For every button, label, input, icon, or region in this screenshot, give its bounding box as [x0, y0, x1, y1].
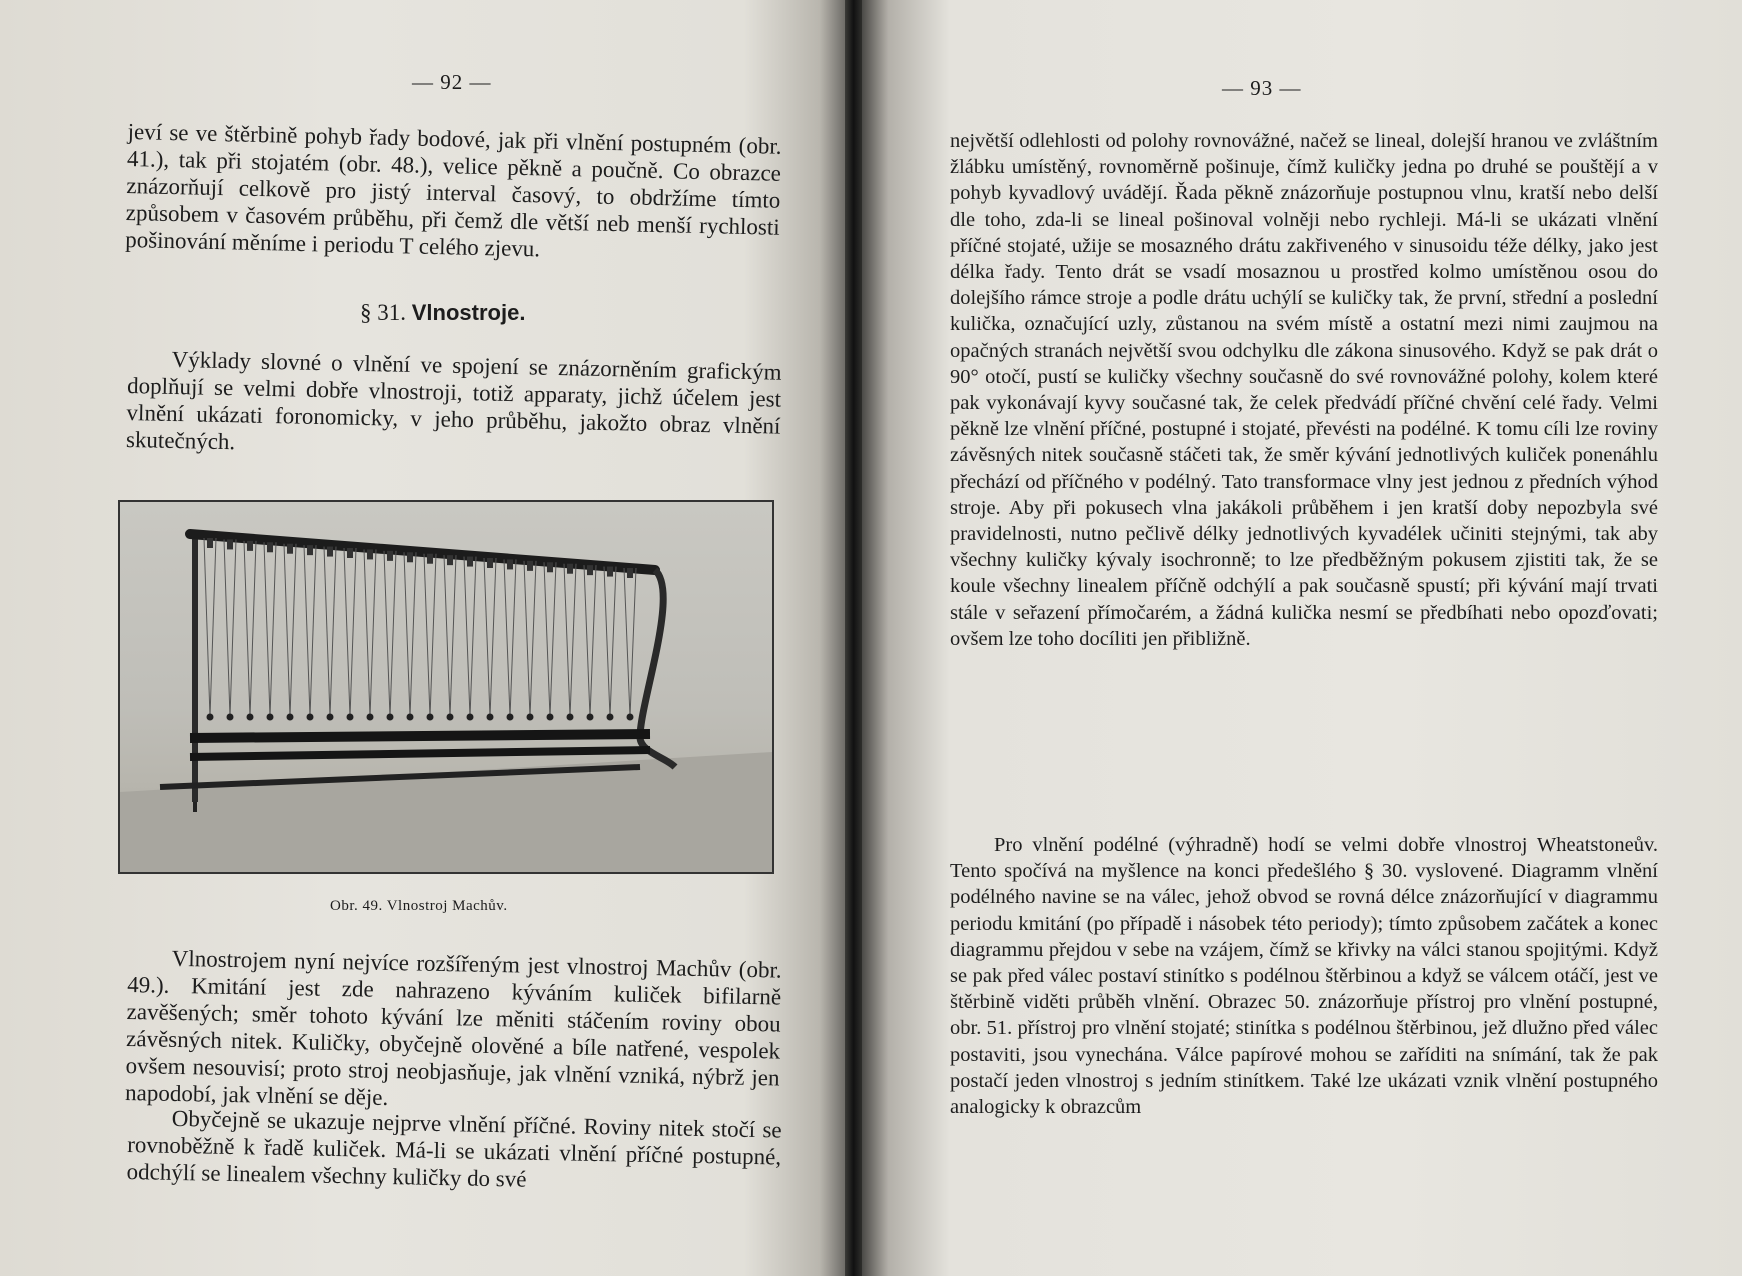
pendulum	[384, 551, 396, 721]
pendulum-thread	[484, 558, 490, 717]
pendulum-thread	[384, 551, 390, 717]
pendulum	[624, 568, 636, 721]
pendulum-ball	[227, 714, 234, 721]
right-paragraph-1-text: největší odlehlosti od polohy rovnovážné, načež se lineal, dolejší hranou ve zvláštním žlábku umístěný, rovnoměrně pošinuje, čímž kuličky jedna po druhé se pouštějí a v pohyb kyvadlový uvádějí. Řada pěkně znázorňuje postupnou vlnu, kratší nebo delší dle toho, zda-li se lineal pošinoval volněji nebo rychleji. Má-li se ukázati vlnění příčné stojaté, užije se mosazného drátu zakřiveného v sinusoidu téže délky, jako jest délka řady. Tento drát se vsadí mosaznou u prostřed kolmo umístěnou osou do dolejšího rámce stroje a podle drátu uchýlí se kuličky tak, že první, střední a poslední kulička, označující uzly, zůstanou na svém místě a ostatní mezi nimi zaujmou na opačných stranách největší svou odchylku dle zákona sinusového. Když se pak drát o 90° otočí, pustí se kuličky všechny současně do své rovnovážné polohy, kolem které pak vykonávají kyvy současné tak, že celek předvádí příčné chvění celé řady. Velmi pěkně lze vlnění příčné, postupné i stojaté, převésti na podélné. K tomu cíli lze roviny závěsných nitek současně stáčeti tak, že směr kývání jednotlivých kuliček ponenáhlu přechází od příčného v podélný. Tato transformace vlny jest jednou z předních výhod stroje. Aby při pokusech vlna jakákoli průběhem i jen kratší doby nepozbyla své pravidelnosti, nutno pečlivě délky jednotlivých kyvadélek učiniti stejnými, tak aby všechny kuličky kývaly isochronně; to lze předběžným pokusem zjistiti tak, že se koule všechny linealem příčně odchýlí a pak současně spustí; při kývání mají trvati stále v seřazení přímočarém, a žádná kulička nesmí se předbíhati nebo opozďovati; ovšem lze toho docíliti jen přibližně.	[950, 130, 1658, 650]
right-paragraph-2	[950, 832, 1658, 1120]
pendulum-clamp	[507, 559, 513, 569]
pendulum	[284, 544, 296, 721]
pendulum-ball	[467, 714, 474, 721]
pendulum-thread	[230, 539, 236, 717]
pendulum-clamp	[327, 547, 333, 557]
pendulum-row	[204, 538, 636, 721]
pendulum	[364, 549, 376, 720]
pendulum-thread	[564, 564, 570, 717]
pendulum-ball	[487, 714, 494, 721]
pendulum-thread	[444, 555, 450, 717]
pendulum	[484, 558, 496, 721]
pendulum-ball	[427, 714, 434, 721]
pendulum	[464, 557, 476, 721]
pendulum-thread	[390, 551, 396, 717]
pendulum-thread	[630, 568, 636, 717]
pendulum-ball	[387, 714, 394, 721]
pendulum-clamp	[227, 539, 233, 549]
section-title: Vlnostroje.	[411, 300, 526, 325]
pendulum-thread	[364, 549, 370, 717]
pendulum-thread	[464, 557, 470, 717]
book-gutter	[845, 0, 862, 1276]
pendulum-clamp	[527, 561, 533, 571]
pendulum-clamp	[287, 544, 293, 554]
pendulum-thread	[244, 541, 250, 717]
table-surface	[120, 752, 772, 872]
pendulum	[404, 552, 416, 720]
pendulum-thread	[310, 545, 316, 717]
pendulum-thread	[264, 542, 270, 717]
pendulum-clamp	[207, 538, 213, 548]
pendulum-clamp	[547, 562, 553, 572]
pendulum-thread	[370, 549, 376, 717]
pendulum-thread	[224, 539, 230, 717]
left-paragraph-2	[126, 345, 782, 467]
pendulum-ball	[527, 714, 534, 721]
pendulum-ball	[607, 714, 614, 721]
pendulum	[244, 541, 256, 721]
pendulum-clamp	[407, 552, 413, 562]
left-paragraph-1	[125, 118, 782, 268]
pendulum-clamp	[487, 558, 493, 568]
pendulum-clamp	[447, 555, 453, 565]
pendulum-thread	[210, 538, 216, 717]
pendulum-thread	[530, 561, 536, 717]
pendulum-ball	[327, 714, 334, 721]
pendulum-thread	[524, 561, 530, 717]
pendulum-clamp	[267, 542, 273, 552]
pendulum-ball	[547, 714, 554, 721]
right-page	[862, 0, 1742, 1276]
right-paragraph-1	[950, 128, 1658, 652]
pendulum-thread	[304, 545, 310, 717]
pendulum-clamp	[307, 545, 313, 555]
pendulum	[424, 554, 436, 721]
pendulum-thread	[490, 558, 496, 717]
pendulum-clamp	[607, 567, 613, 577]
right-page-number: — 93 —	[1222, 76, 1302, 100]
pendulum-thread	[350, 548, 356, 717]
pendulum-thread	[590, 565, 596, 717]
pendulum	[304, 545, 316, 720]
pendulum-ball	[627, 714, 634, 721]
pendulum-thread	[410, 552, 416, 717]
pendulum	[204, 538, 216, 721]
pendulum-ball	[267, 714, 274, 721]
pendulum-thread	[504, 559, 510, 717]
pendulum-ball	[287, 714, 294, 721]
wave-machine-illustration	[120, 502, 772, 872]
pendulum-thread	[250, 541, 256, 717]
left-paragraph-4-text: Obyčejně se ukazuje nejprve vlnění příčné. Roviny nitek stočí se rovnoběžně k řadě kuliček. Má-li se ukázati vlnění příčné postupné, odchýlí se linealem všechny kuličky do své	[126, 1105, 782, 1192]
pendulum-thread	[624, 568, 630, 717]
pendulum	[584, 565, 596, 720]
pendulum	[324, 547, 336, 721]
pendulum-thread	[404, 552, 410, 717]
pendulum-clamp	[427, 554, 433, 564]
left-page-number: — 92 —	[412, 70, 492, 94]
pendulum-thread	[550, 562, 556, 717]
pendulum-clamp	[247, 541, 253, 551]
pendulum-thread	[330, 547, 336, 717]
pendulum	[564, 564, 576, 721]
pendulum	[264, 542, 276, 720]
pendulum-ball	[247, 714, 254, 721]
pendulum-clamp	[587, 565, 593, 575]
pendulum-thread	[584, 565, 590, 717]
pendulum-ball	[507, 714, 514, 721]
figure-machs-wave-machine	[118, 500, 774, 874]
pendulum	[604, 567, 616, 721]
pendulum-clamp	[627, 568, 633, 578]
pendulum-thread	[424, 554, 430, 717]
pendulum-ball	[307, 714, 314, 721]
pendulum	[224, 539, 236, 720]
pendulum	[524, 561, 536, 721]
pendulum-thread	[610, 567, 616, 717]
pendulum-thread	[324, 547, 330, 717]
pendulum-ball	[347, 714, 354, 721]
pendulum-clamp	[387, 551, 393, 561]
pendulum-thread	[510, 559, 516, 717]
pendulum-thread	[450, 555, 456, 717]
pendulum	[344, 548, 356, 721]
section-number: § 31.	[360, 300, 406, 325]
pendulum	[504, 559, 516, 720]
pendulum-clamp	[367, 549, 373, 559]
pendulum-thread	[344, 548, 350, 717]
left-paragraph-3-text: Vlnostrojem nyní nejvíce rozšířeným jest vlnostroj Machův (obr. 49.). Kmitání jest zde nahrazeno kýváním kuliček bifilarně zavěšených; směr tohoto kývání lze měniti stáčením roviny obou závěsných nitek. Kuličky, obyčejně olověné a bíle natřené, vespolek ovšem nesouvisí; proto stroj neobjasňuje, jak vlnění vzniká, nýbrž jen napodobí, jak vlnění se děje.	[124, 945, 782, 1111]
pendulum-clamp	[467, 557, 473, 567]
pendulum-thread	[430, 554, 436, 717]
left-paragraph-3	[125, 944, 782, 1119]
pendulum-clamp	[567, 564, 573, 574]
right-paragraph-2-text: Pro vlnění podélné (výhradně) hodí se velmi dobře vlnostroj Wheatstoneův. Tento spočívá na myšlence na konci předešlého § 30. vyslovené. Diagramm vlnění podélného navine se na válec, jehož obvod se rovná délce znázorňující v diagrammu periodu kmitání (po případě i násobek této periody); tímto způsobem začátek a konec diagrammu přejdou v sebe na vzájem, čímž se křivky na válci stanou spojitými. Když se pak před válec postaví stinítko s podélnou štěrbinou a když se válcem otáčí, jest ve štěrbině viděti průběh vlnění. Obrazec 50. znázorňuje přístroj pro vlnění postupné, obr. 51. přístroj pro vlnění stojaté; stinítka s podélnou štěrbinou, jež dlužno před válec postaviti, jsou vynechána. Válce papírové mohou se zaříditi na snímání, tak že pak postačí jeden vlnostroj s jedním stinítkem. Také lze ukázati vznik vlnění postupného analogicky k obrazcům	[950, 834, 1658, 1119]
figure-caption: Obr. 49. Vlnostroj Machův.	[330, 898, 508, 914]
pendulum-ball	[367, 714, 374, 721]
lower-rail	[190, 734, 650, 738]
pendulum	[444, 555, 456, 720]
top-rail	[190, 534, 655, 570]
pendulum-thread	[204, 538, 210, 717]
left-paragraph-1-text: jeví se ve štěrbině pohyb řady bodové, jak při vlnění postupném (obr. 41.), tak při stojatém (obr. 48.), velice pěkně a poučně. Co obrazce znázorňují celkově pro jistý interval časový, to obdržíme tímto způsobem v časovém průběhu, při čemž dle větší neb menší rychlosti pošinování měníme i periodu T celého zjevu.	[124, 118, 782, 262]
pendulum-ball	[567, 714, 574, 721]
pendulum-thread	[290, 544, 296, 717]
left-page	[0, 0, 845, 1276]
pendulum-thread	[544, 562, 550, 717]
pendulum-thread	[470, 557, 476, 717]
pendulum-thread	[284, 544, 290, 717]
pendulum-thread	[570, 564, 576, 717]
pendulum-ball	[587, 714, 594, 721]
pendulum-ball	[407, 714, 414, 721]
pendulum-thread	[604, 567, 610, 717]
lineal-rail	[190, 750, 650, 757]
pendulum-ball	[447, 714, 454, 721]
pendulum-ball	[207, 714, 214, 721]
section-heading	[360, 300, 525, 326]
left-paragraph-4	[126, 1104, 781, 1198]
pendulum-clamp	[347, 548, 353, 558]
pendulum	[544, 562, 556, 720]
left-paragraph-2-text: Výklady slovné o vlnění ve spojení se znázorněním grafickým doplňují se velmi dobře vlnostroji, totiž apparaty, jichž účelem jest vlnění ukázati foronomicky, v jeho průběhu, jakožto obraz vlnění skutečných.	[125, 346, 782, 455]
pendulum-thread	[270, 542, 276, 717]
